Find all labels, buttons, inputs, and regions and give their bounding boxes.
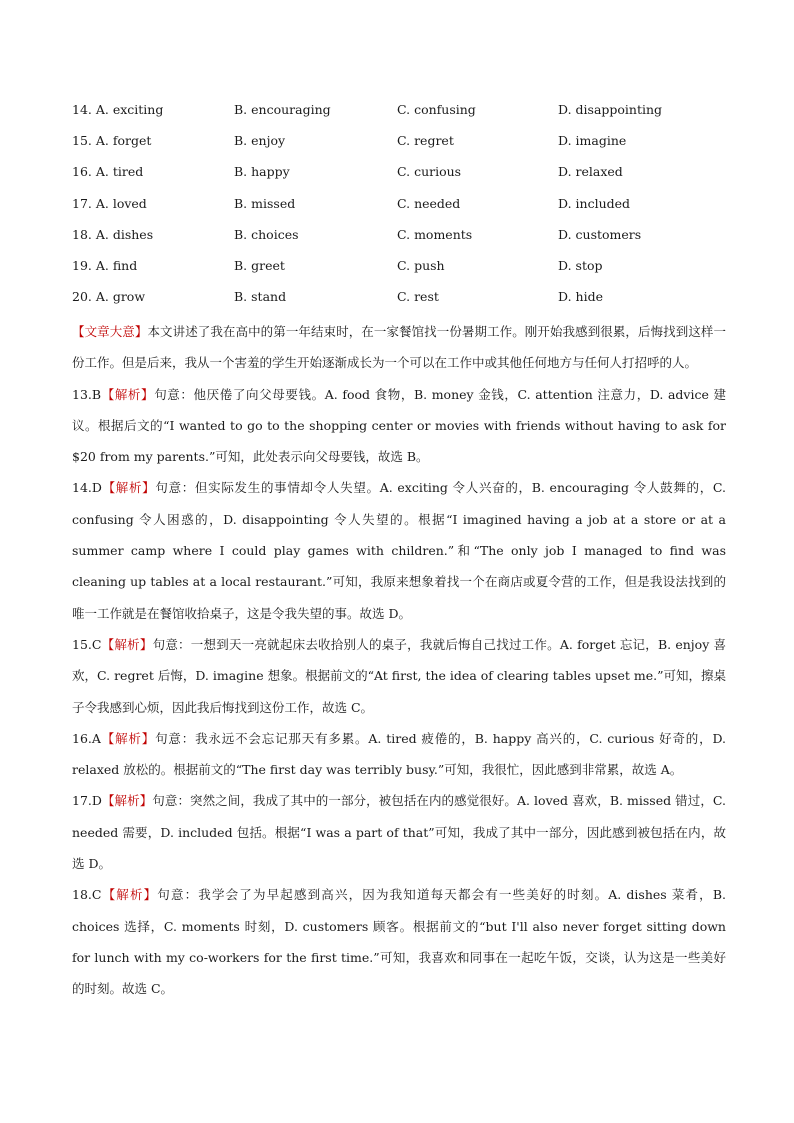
option-a: 17. A. loved <box>72 195 147 211</box>
analysis-text: 句意：我学会了为早起感到高兴，因为我知道每天都会有一些美好的时刻。A. dishes 菜肴，B. choices 选择，C. moments 时刻，D. customers 顾客。根据前文的“but I'll also never forget sitting down for lunch with my co-workers for the first time.”可知，我喜欢和同事在一起吃午饭，交谈，认为这是一些美好的时刻。故选 C。 <box>72 887 726 997</box>
analysis-paragraph <box>72 629 726 723</box>
option-d: D. stop <box>558 257 603 273</box>
option-row <box>72 256 752 287</box>
analysis-label: 【解析】 <box>101 887 158 903</box>
analysis-paragraph <box>72 723 726 786</box>
option-d: D. customers <box>558 226 642 242</box>
option-d: D. imagine <box>558 133 627 149</box>
option-list <box>72 100 752 318</box>
answer-number: 17.D <box>72 793 102 809</box>
analysis-label: 【解析】 <box>101 636 153 652</box>
analysis-label: 【解析】 <box>100 730 156 746</box>
option-a: 14. A. exciting <box>72 102 164 117</box>
analysis-body <box>72 316 726 1005</box>
analysis-paragraph <box>72 879 726 1004</box>
option-d: D. hide <box>558 289 603 305</box>
option-c: C. rest <box>397 289 439 305</box>
option-a: 19. A. find <box>72 257 138 273</box>
analysis-paragraph <box>72 379 726 473</box>
analysis-text: 句意：突然之间，我成了其中的一部分，被包括在内的感觉很好。A. loved 喜欢，B. missed 错过，C. needed 需要，D. included 包括。根据“I was a part of that”可知，我成了其中一部分，因此感到被包括在内，故选 D。 <box>72 793 726 872</box>
option-a: 15. A. forget <box>72 133 152 149</box>
option-c: C. moments <box>397 226 473 242</box>
option-row <box>72 287 752 318</box>
answer-number: 13.B <box>72 386 102 402</box>
option-c: C. needed <box>397 195 461 211</box>
answer-number: 14.D <box>72 480 102 496</box>
answer-number: 18.C <box>72 887 102 903</box>
option-a: 16. A. tired <box>72 164 144 180</box>
option-c: C. curious <box>397 164 462 180</box>
analysis-label: 【解析】 <box>101 793 153 809</box>
option-b: B. stand <box>234 289 287 305</box>
option-b: B. missed <box>234 195 296 211</box>
option-c: C. confusing <box>397 102 476 117</box>
analysis-paragraph <box>72 785 726 879</box>
analysis-paragraph <box>72 472 726 628</box>
analysis-label: 【解析】 <box>101 480 156 496</box>
option-a: 20. A. grow <box>72 289 146 305</box>
analysis-text: 句意：我永远不会忘记那天有多累。A. tired 疲倦的，B. happy 高兴的，C. curious 好奇的，D. relaxed 放松的。根据前文的“The first day was terribly busy.”可知，我很忙，因此感到非常累，故选 A。 <box>72 730 726 778</box>
option-d: D. included <box>558 195 631 211</box>
option-b: B. greet <box>234 257 285 273</box>
option-a: 18. A. dishes <box>72 226 154 242</box>
summary-text: 本文讲述了我在高中的第一年结束时，在一家餐馆找一份暑期工作。刚开始我感到很累，后悔找到这样一份工作。但是后来，我从一个害羞的学生开始逐渐成长为一个可以在工作中或其他任何地方与任何人打招呼的人。 <box>72 324 726 371</box>
option-b: B. happy <box>234 164 290 180</box>
answer-number: 16.A <box>72 730 101 746</box>
option-b: B. choices <box>234 226 299 242</box>
analysis-text: 句意：一想到天一亮就起床去收拾别人的桌子，我就后悔自己找过工作。A. forget 忘记，B. enjoy 喜欢，C. regret 后悔，D. imagine 想象。根据前文的“At first, the idea of clearing tables upset me.”可知，擦桌子令我感到心烦，因此我后悔找到这份工作，故选 C。 <box>72 636 726 715</box>
analysis-text: 句意：但实际发生的事情却令人失望。A. exciting 令人兴奋的，B. encouraging 令人鼓舞的，C. confusing 令人困惑的，D. disappointing 令人失望的。根据“I imagined having a job at a store or at a summer camp where I could play games with children.”和“The only job I managed to find was cleaning up tables at a local restaurant.”可知，我原来想象着找一个在商店或夏令营的工作，但是我设法找到的唯一工作就是在餐馆收拾桌子，这是令我失望的事。故选 D。 <box>72 480 726 621</box>
option-b: B. encouraging <box>234 102 331 117</box>
option-row <box>72 162 752 193</box>
option-row <box>72 131 752 162</box>
option-c: C. push <box>397 257 445 273</box>
answer-number: 15.C <box>72 636 102 652</box>
option-row <box>72 225 752 256</box>
summary-paragraph <box>72 316 726 379</box>
analysis-label: 【解析】 <box>101 386 155 402</box>
option-row <box>72 194 752 225</box>
summary-label: 【文章大意】 <box>72 324 148 339</box>
option-d: D. disappointing <box>558 102 663 117</box>
analysis-text: 句意：他厌倦了向父母要钱。A. food 食物，B. money 金钱，C. attention 注意力，D. advice 建议。根据后文的“I wanted to go to the shopping center or movies with friends without having to ask for $20 from my parents.”可知，此处表示向父母要钱，故选 B。 <box>72 386 726 465</box>
option-c: C. regret <box>397 133 454 149</box>
option-b: B. enjoy <box>234 133 286 149</box>
option-d: D. relaxed <box>558 164 623 180</box>
option-row <box>72 100 752 131</box>
